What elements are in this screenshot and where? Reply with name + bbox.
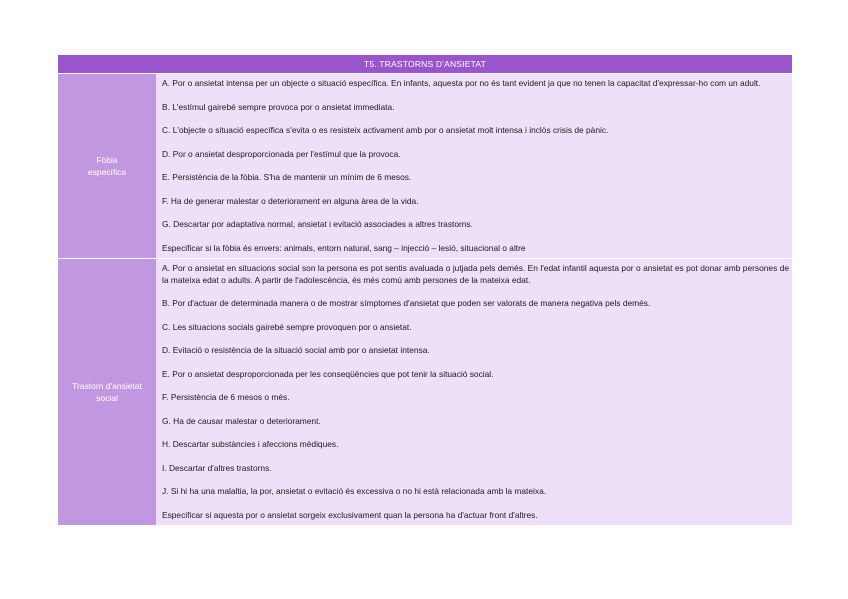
criterion-f: F. Ha de generar malestar o deteriorament en alguna àrea de la vida.: [162, 195, 419, 206]
criterion-d: D. Evitació o resistència de la situació social amb por o ansietat intensa.: [162, 345, 430, 355]
section-row-specific-phobia: [58, 74, 792, 259]
anxiety-disorders-table: [58, 55, 792, 525]
criterion-e: E. Persistència de la fòbia. S'ha de mantenir un mínim de 6 mesos.: [162, 172, 412, 182]
criteria-list-social-anxiety: [156, 259, 792, 526]
criterion-b: B. L'estímul gairebé sempre provoca por o ansietat immediata.: [162, 101, 395, 112]
table-title-row: [58, 55, 792, 74]
specifier-note: Especificar si aquesta por o ansietat sorgeix exclusivament quan la persona ha d'actuar front d'altres.: [162, 509, 538, 520]
specifier-note: Especificar si la fòbia és envers: animals, entorn natural, sang – injecció – lesió, situacional o altre: [162, 242, 526, 253]
section-label-social-anxiety: [58, 259, 156, 526]
criterion-c: C. L'objecte o situació específica s'evita o es resisteix activament amb por o ansietat molt intensa i inclòs crisis de pànic.: [162, 125, 609, 135]
criterion-b: B. Por d'actuar de determinada manera o de mostrar símptomes d'ansietat que poden ser valorats de manera negativa pels demés.: [162, 298, 651, 308]
section-label-line: específica: [87, 167, 127, 177]
criterion-g: G. Descartar por adaptativa normal, ansietat i evitació associades a altres trastorns.: [162, 219, 473, 229]
section-label-specific-phobia: [58, 74, 156, 259]
criterion-i: I. Descartar d'altres trastorns.: [162, 462, 272, 473]
criterion-f: F. Persistència de 6 mesos o més.: [162, 392, 290, 402]
criteria-list-specific-phobia: [156, 74, 792, 259]
criterion-g: G. Ha de causar malestar o deteriorament.: [162, 415, 321, 426]
criterion-a: A. Por o ansietat en situacions social son la persona es pot sentis avaluada o jutjada pels demés. En l'edat infantil aquesta por o ansietat es pot donar amb persones de la mateixa edat o adults. A partir de l'adolescència, és més comú amb persones de la mateixa edat.: [162, 263, 790, 285]
criterion-d: D. Por o ansietat desproporcionada per l'estímul que la provoca.: [162, 148, 401, 159]
criterion-h: H. Descartar substàncies i afeccions mèdiques.: [162, 439, 339, 449]
section-row-social-anxiety: [58, 259, 792, 526]
section-label-line: Trastorn d'ansietat: [72, 381, 142, 391]
section-label-line: Fòbia: [96, 155, 118, 165]
section-label-line: social: [96, 393, 118, 403]
criterion-e: E. Por o ansietat desproporcionada per les conseqüències que pot tenir la situació social.: [162, 368, 494, 379]
criterion-c: C. Les situacions socials gairebé sempre provoquen por o ansietat.: [162, 321, 412, 332]
table-title: T5. TRASTORNS D'ANSIETAT: [58, 55, 792, 74]
criterion-j: J. Si hi ha una malaltia, la por, ansietat o evitació és excessiva o no hi està relacionada amb la mateixa.: [162, 486, 547, 496]
criterion-a: A. Por o ansietat intensa per un objecte o situació específica. En infants, aquesta por no és tant evident ja que no tenen la capacitat d'expressar-ho com un adult.: [162, 78, 761, 88]
